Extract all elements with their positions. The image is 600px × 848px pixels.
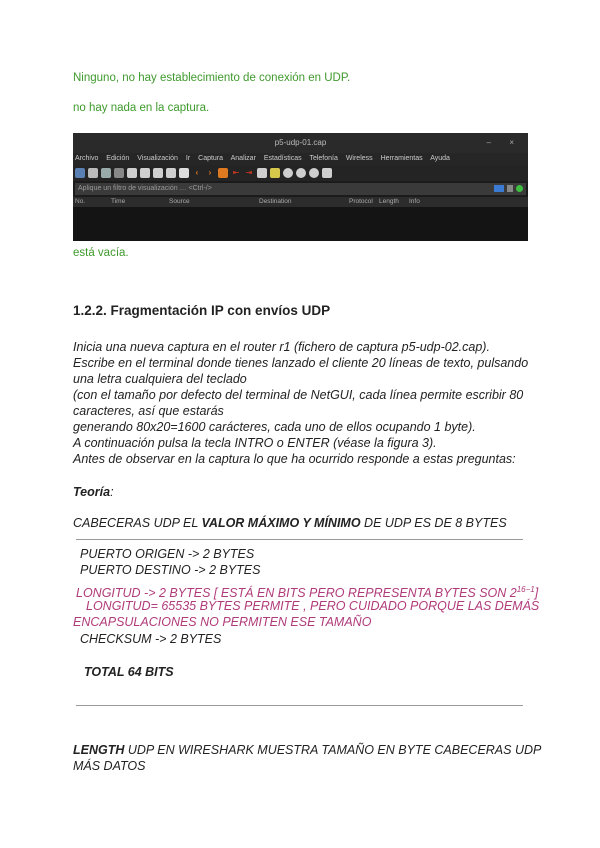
paragraph-line: Escribe en el terminal donde tienes lanzado el cliente 20 líneas de texto, pulsando (73, 356, 529, 370)
col-protocol[interactable]: Protocol (349, 198, 373, 205)
paragraph-line: Antes de observar en la captura lo que ha ocurrido responde a estas preguntas: (73, 452, 516, 466)
autoscroll-icon[interactable] (257, 168, 267, 178)
zoom-in-icon[interactable] (283, 168, 293, 178)
paragraph-line: generando 80x20=1600 carácteres, cada uno de ellos ocupando 1 byte). (73, 420, 476, 434)
shark-fin-icon[interactable] (75, 168, 85, 178)
menu-wireless[interactable]: Wireless (345, 155, 373, 162)
open-file-icon[interactable] (127, 168, 137, 178)
paragraph-line: caracteres, así que estarás (73, 404, 224, 418)
menu-ayuda[interactable]: Ayuda (430, 155, 450, 162)
wireshark-screenshot (73, 133, 528, 241)
gear-icon[interactable] (114, 168, 124, 178)
cabeceras-post: DE UDP ES DE 8 BYTES (360, 516, 507, 530)
zoom-out-icon[interactable] (296, 168, 306, 178)
col-time[interactable]: Time (111, 198, 126, 205)
menu-edicion[interactable]: Edición (106, 155, 130, 162)
cabeceras-line (73, 515, 507, 531)
packet-list-header (73, 197, 528, 207)
longitud-exponent: 16−1 (516, 585, 535, 594)
colorize-icon[interactable] (270, 168, 280, 178)
menu-herramientas[interactable]: Herramientas (380, 155, 423, 162)
divider-bottom (76, 705, 523, 706)
divider-top (76, 539, 523, 540)
length-rest-2: MÁS DATOS (73, 759, 146, 773)
zoom-reset-icon[interactable] (309, 168, 319, 178)
menu-telefonia[interactable]: Telefonía (309, 155, 338, 162)
paragraph-line: A continuación pulsa la tecla INTRO o ENTER (véase la figura 3). (73, 436, 437, 450)
restart-icon[interactable] (101, 168, 111, 178)
reload-icon[interactable] (166, 168, 176, 178)
length-bold: LENGTH (73, 743, 125, 757)
wireshark-title-bar (73, 133, 528, 153)
close-file-icon[interactable] (153, 168, 163, 178)
display-filter-input[interactable] (75, 183, 526, 195)
first-packet-icon[interactable]: ⇤ (232, 168, 240, 177)
section-heading: 1.2.2. Fragmentación IP con envíos UDP (73, 303, 331, 318)
teoria-colon: : (110, 485, 114, 499)
col-length[interactable]: Length (379, 198, 399, 205)
resize-columns-icon[interactable] (322, 168, 332, 178)
col-info[interactable]: Info (409, 198, 420, 205)
stop-icon[interactable] (88, 168, 98, 178)
packet-list-empty (73, 207, 528, 241)
filter-dropdown-icon[interactable] (507, 185, 513, 192)
arrow-right-icon[interactable]: › (208, 168, 212, 177)
wireshark-title: p5-udp-01.cap (274, 138, 327, 147)
longitud-bracket: ] (534, 586, 539, 601)
paragraph-line: Inicia una nueva captura en el router r1 (fichero de captura p5-udp-02.cap). (73, 340, 490, 354)
search-icon[interactable] (179, 168, 189, 178)
filter-bookmark-icon[interactable] (494, 185, 504, 192)
arrow-left-icon[interactable]: ‹ (195, 168, 199, 177)
teoria-bold: Teoría (73, 485, 111, 499)
length-note (73, 742, 543, 774)
field-puerto-destino: PUERTO DESTINO -> 2 BYTES (80, 563, 261, 577)
paragraph-line: (con el tamaño por defecto del terminal de NetGUI, cada línea permite escribir 80 (73, 388, 524, 402)
menu-captura[interactable]: Captura (198, 155, 224, 162)
cabeceras-bold: VALOR MÁXIMO Y MÍNIMO (201, 516, 361, 530)
menu-visualizacion[interactable]: Visualización (137, 155, 178, 162)
instructions-paragraph (73, 339, 543, 467)
window-controls[interactable]: – × (486, 138, 522, 147)
teoria-label (73, 484, 114, 500)
field-longitud-line-2: LONGITUD= 65535 BYTES PERMITE , PERO CUIDADO PORQUE LAS DEMÁS (86, 599, 540, 613)
paragraph-line: una letra cualquiera del teclado (73, 372, 247, 386)
answer-line-2: no hay nada en la captura. (73, 102, 210, 114)
menu-archivo[interactable]: Archivo (75, 155, 99, 162)
field-total: TOTAL 64 BITS (84, 665, 174, 679)
field-checksum: CHECKSUM -> 2 BYTES (80, 632, 222, 646)
menu-analizar[interactable]: Analizar (230, 155, 256, 162)
field-longitud-line-3: ENCAPSULACIONES NO PERMITEN ESE TAMAÑO (73, 615, 372, 629)
col-destination[interactable]: Destination (259, 198, 292, 205)
col-no[interactable]: No. (75, 198, 86, 205)
save-file-icon[interactable] (140, 168, 150, 178)
go-to-packet-icon[interactable] (218, 168, 228, 178)
last-packet-icon[interactable]: ⇥ (245, 168, 253, 177)
menu-estadisticas[interactable]: Estadísticas (263, 155, 302, 162)
longitud-text: LONGITUD -> 2 BYTES [ ESTÁ EN BITS PERO REPRESENTA BYTES SON 2 (76, 586, 517, 601)
wireshark-menu-bar (73, 153, 528, 165)
menu-ir[interactable]: Ir (185, 155, 191, 162)
field-puerto-origen: PUERTO ORIGEN -> 2 BYTES (80, 547, 255, 561)
col-source[interactable]: Source (169, 198, 190, 205)
cabeceras-pre: CABECERAS UDP EL (73, 516, 202, 530)
length-rest-1: UDP EN WIRESHARK MUESTRA TAMAÑO EN BYTE CABECERAS UDP (124, 743, 542, 757)
wireshark-toolbar (73, 165, 528, 181)
answer-line-3: está vacía. (73, 247, 129, 259)
filter-placeholder: Aplique un filtro de visualización … <Ctrl-/> (78, 185, 212, 192)
answer-line-1: Ninguno, no hay establecimiento de conexión en UDP. (73, 72, 351, 84)
filter-apply-icon[interactable] (516, 185, 523, 192)
